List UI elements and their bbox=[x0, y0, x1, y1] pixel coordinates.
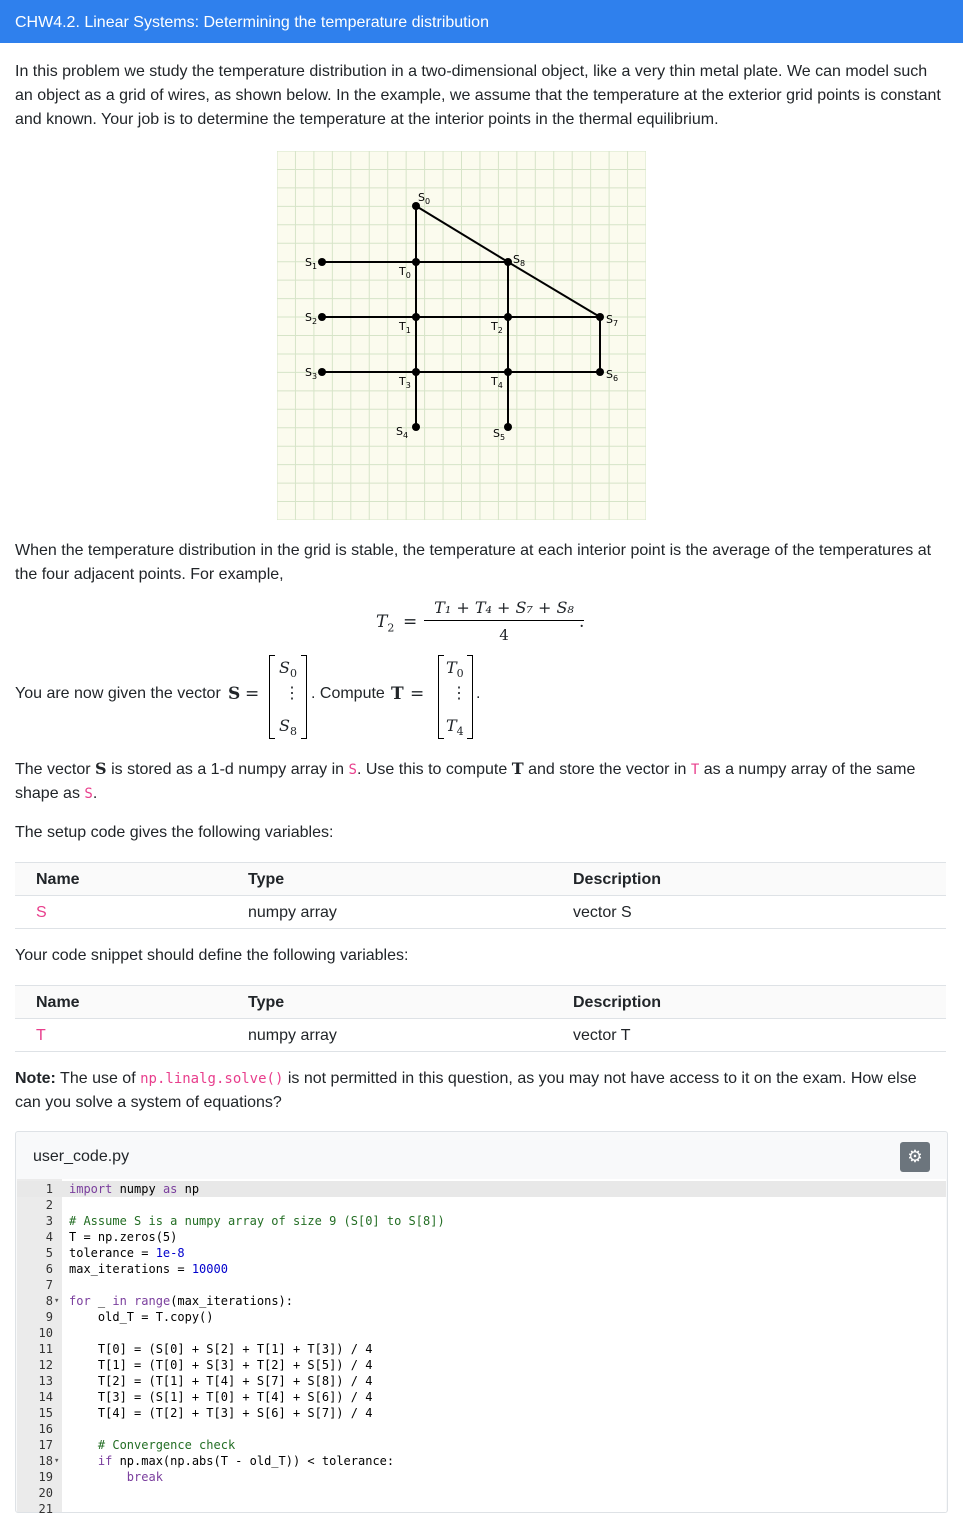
table-header: Name Type Description bbox=[15, 986, 946, 1019]
node-t4 bbox=[504, 368, 512, 376]
line-number: 6 bbox=[45, 1262, 53, 1276]
vector-s: $S_0$ ⋮ $S_8$ bbox=[269, 655, 307, 739]
code-line[interactable] bbox=[17, 1373, 946, 1389]
code-line[interactable] bbox=[17, 1405, 946, 1421]
line-number: 13 bbox=[38, 1374, 53, 1388]
label-s7: $S_7$ bbox=[606, 313, 619, 328]
code-line[interactable] bbox=[17, 1421, 946, 1437]
label-t1: $T_1$ bbox=[399, 320, 411, 335]
table-row: T numpy array vector T bbox=[15, 1019, 946, 1052]
node-s1 bbox=[318, 258, 326, 266]
node-t0 bbox=[412, 258, 420, 266]
line-number: 21 bbox=[38, 1502, 53, 1516]
node-s3 bbox=[318, 368, 326, 376]
line-number: 9 bbox=[45, 1310, 53, 1324]
line-number: 20 bbox=[38, 1486, 53, 1500]
code-line[interactable] bbox=[17, 1389, 946, 1405]
line-number: 2 bbox=[45, 1198, 53, 1212]
var-t: T bbox=[690, 762, 700, 778]
label-s2: $S_2$ bbox=[305, 311, 318, 326]
grid-diagram bbox=[277, 151, 646, 520]
code-line[interactable] bbox=[17, 1229, 946, 1245]
define-table bbox=[15, 985, 946, 1052]
line-number: 18 bbox=[38, 1454, 53, 1468]
label-s6: $S_6$ bbox=[606, 368, 619, 383]
label-s1: $S_1$ bbox=[305, 256, 318, 271]
line-number: 16 bbox=[38, 1422, 53, 1436]
code-line[interactable] bbox=[17, 1453, 946, 1469]
define-text: Your code snippet should define the following variables: bbox=[15, 947, 409, 964]
label-s8: $S_8$ bbox=[513, 253, 526, 268]
table-header: Name Type Description bbox=[15, 863, 946, 896]
vector-t: $T_0$ ⋮ $T_4$ bbox=[438, 655, 473, 739]
code-text: T = np.zeros(5) bbox=[69, 1230, 178, 1244]
code-line[interactable] bbox=[17, 1293, 946, 1309]
node-t3 bbox=[412, 368, 420, 376]
setup-table bbox=[15, 862, 946, 929]
code-line[interactable] bbox=[17, 1469, 946, 1485]
setup-text: The setup code gives the following variables: bbox=[15, 824, 334, 841]
fold-toggle-icon[interactable]: ▾ bbox=[54, 1296, 60, 1306]
label-s3: $S_3$ bbox=[305, 366, 318, 381]
editor-filename: user_code.py bbox=[33, 1148, 130, 1165]
line-number: 19 bbox=[38, 1470, 53, 1484]
node-s2 bbox=[318, 313, 326, 321]
line-number: 10 bbox=[38, 1326, 53, 1340]
gear-icon[interactable]: ⚙ bbox=[900, 1142, 930, 1172]
line-number: 7 bbox=[45, 1278, 53, 1292]
note-paragraph: Note: The use of np.linalg.solve() is not permitted in this question, as you may not have access to it on the exam. How else can you solve a system of equations? bbox=[15, 1070, 917, 1111]
code-text: import numpy as np bbox=[69, 1182, 200, 1196]
code-line[interactable] bbox=[17, 1181, 946, 1197]
label-t4: $T_4$ bbox=[491, 375, 503, 390]
code-line[interactable] bbox=[17, 1485, 946, 1501]
code-line[interactable] bbox=[17, 1341, 946, 1357]
code-text: max_iterations = 10000 bbox=[69, 1262, 228, 1276]
label-t3: $T_3$ bbox=[399, 375, 411, 390]
node-t1 bbox=[412, 313, 420, 321]
line-number: 4 bbox=[45, 1230, 53, 1244]
code-text: if np.max(np.abs(T - old_T)) < tolerance: bbox=[97, 1454, 395, 1468]
code-line[interactable] bbox=[17, 1309, 946, 1325]
label-s0: $S_0$ bbox=[418, 191, 431, 206]
line-number: 8 bbox=[45, 1294, 53, 1308]
stable-paragraph: When the temperature distribution in the grid is stable, the temperature at each interior point is the average of the temperatures at the four adjacent points. For example, bbox=[15, 542, 932, 583]
linalg-solve-code: np.linalg.solve() bbox=[140, 1071, 284, 1087]
code-text: T[3] = (S[1] + T[0] + T[4] + S[6]) / 4 bbox=[69, 1390, 373, 1404]
line-number: 17 bbox=[38, 1438, 53, 1452]
given-vector-line: You are now given the vector S = $S_0$ ⋮ $S_8$ . Compute T = $T_0$ ⋮ $T_4$ . bbox=[15, 655, 615, 745]
fold-toggle-icon[interactable]: ▾ bbox=[54, 1456, 60, 1466]
line-number: 5 bbox=[45, 1246, 53, 1260]
label-s4: $S_4$ bbox=[396, 425, 409, 440]
line-number: 14 bbox=[38, 1390, 53, 1404]
code-text: old_T = T.copy() bbox=[69, 1310, 214, 1324]
code-line[interactable] bbox=[17, 1325, 946, 1341]
line-number: 1 bbox=[45, 1182, 53, 1196]
code-line[interactable] bbox=[17, 1213, 946, 1229]
code-line[interactable] bbox=[17, 1357, 946, 1373]
code-line[interactable] bbox=[17, 1277, 946, 1293]
code-text: for _ in range(max_iterations): bbox=[69, 1294, 294, 1308]
node-t2 bbox=[504, 313, 512, 321]
line-number: 11 bbox=[38, 1342, 53, 1356]
code-editor[interactable] bbox=[17, 1179, 946, 1516]
line-number: 15 bbox=[38, 1406, 53, 1420]
code-text: # Assume S is a numpy array of size 9 (S[0] to S[8]) bbox=[69, 1214, 445, 1228]
page-title: CHW4.2. Linear Systems: Determining the temperature distribution bbox=[15, 14, 489, 31]
code-line[interactable] bbox=[17, 1197, 946, 1213]
code-text: break bbox=[126, 1470, 163, 1484]
page-header bbox=[0, 0, 963, 43]
node-s6 bbox=[596, 368, 604, 376]
code-text: # Convergence check bbox=[97, 1438, 236, 1452]
code-text: T[4] = (T[2] + T[3] + S[6] + S[7]) / 4 bbox=[69, 1406, 373, 1420]
node-s4 bbox=[412, 423, 420, 431]
code-text: T[2] = (T[1] + T[4] + S[7] + S[8]) / 4 bbox=[69, 1374, 373, 1388]
vector-paragraph: The vector S is stored as a 1-d numpy array in S. Use this to compute T and store the vector in T as a numpy array of the same shape as S. bbox=[15, 759, 916, 802]
label-t0: $T_0$ bbox=[399, 265, 411, 280]
code-line[interactable] bbox=[17, 1261, 946, 1277]
table-row: S numpy array vector S bbox=[15, 896, 946, 929]
var-s: S bbox=[348, 762, 357, 778]
fraction-denominator: 4 bbox=[499, 626, 509, 644]
code-text: tolerance = 1e-8 bbox=[69, 1246, 185, 1260]
fraction-numerator: T₁ + T₄ + S₇ + S₈ bbox=[434, 598, 574, 617]
node-s5 bbox=[504, 423, 512, 431]
code-text: T[1] = (T[0] + S[3] + T[2] + S[5]) / 4 bbox=[69, 1358, 373, 1372]
label-s5: $S_5$ bbox=[493, 427, 506, 442]
code-editor-panel bbox=[15, 1131, 948, 1516]
code-line[interactable] bbox=[17, 1501, 946, 1517]
code-line[interactable] bbox=[17, 1437, 946, 1453]
code-line[interactable] bbox=[17, 1245, 946, 1261]
label-t2: $T_2$ bbox=[491, 320, 503, 335]
line-number: 12 bbox=[38, 1358, 53, 1372]
code-text: T[0] = (S[0] + S[2] + T[1] + T[3]) / 4 bbox=[69, 1342, 373, 1356]
equation: $T_2$ = T₁ + T₄ + S₇ + S₈ 4 . bbox=[376, 598, 585, 644]
intro-paragraph: In this problem we study the temperature distribution in a two-dimensional object, like a very thin metal plate. We can model such an object as a grid of wires, as shown below. In the example, we assume that the temperature at the exterior grid points is constant and known. Your job is to determine the temperature at the interior points in the thermal equilibrium. bbox=[15, 63, 941, 128]
node-s7 bbox=[596, 313, 604, 321]
line-number: 3 bbox=[45, 1214, 53, 1228]
node-s8 bbox=[504, 258, 512, 266]
